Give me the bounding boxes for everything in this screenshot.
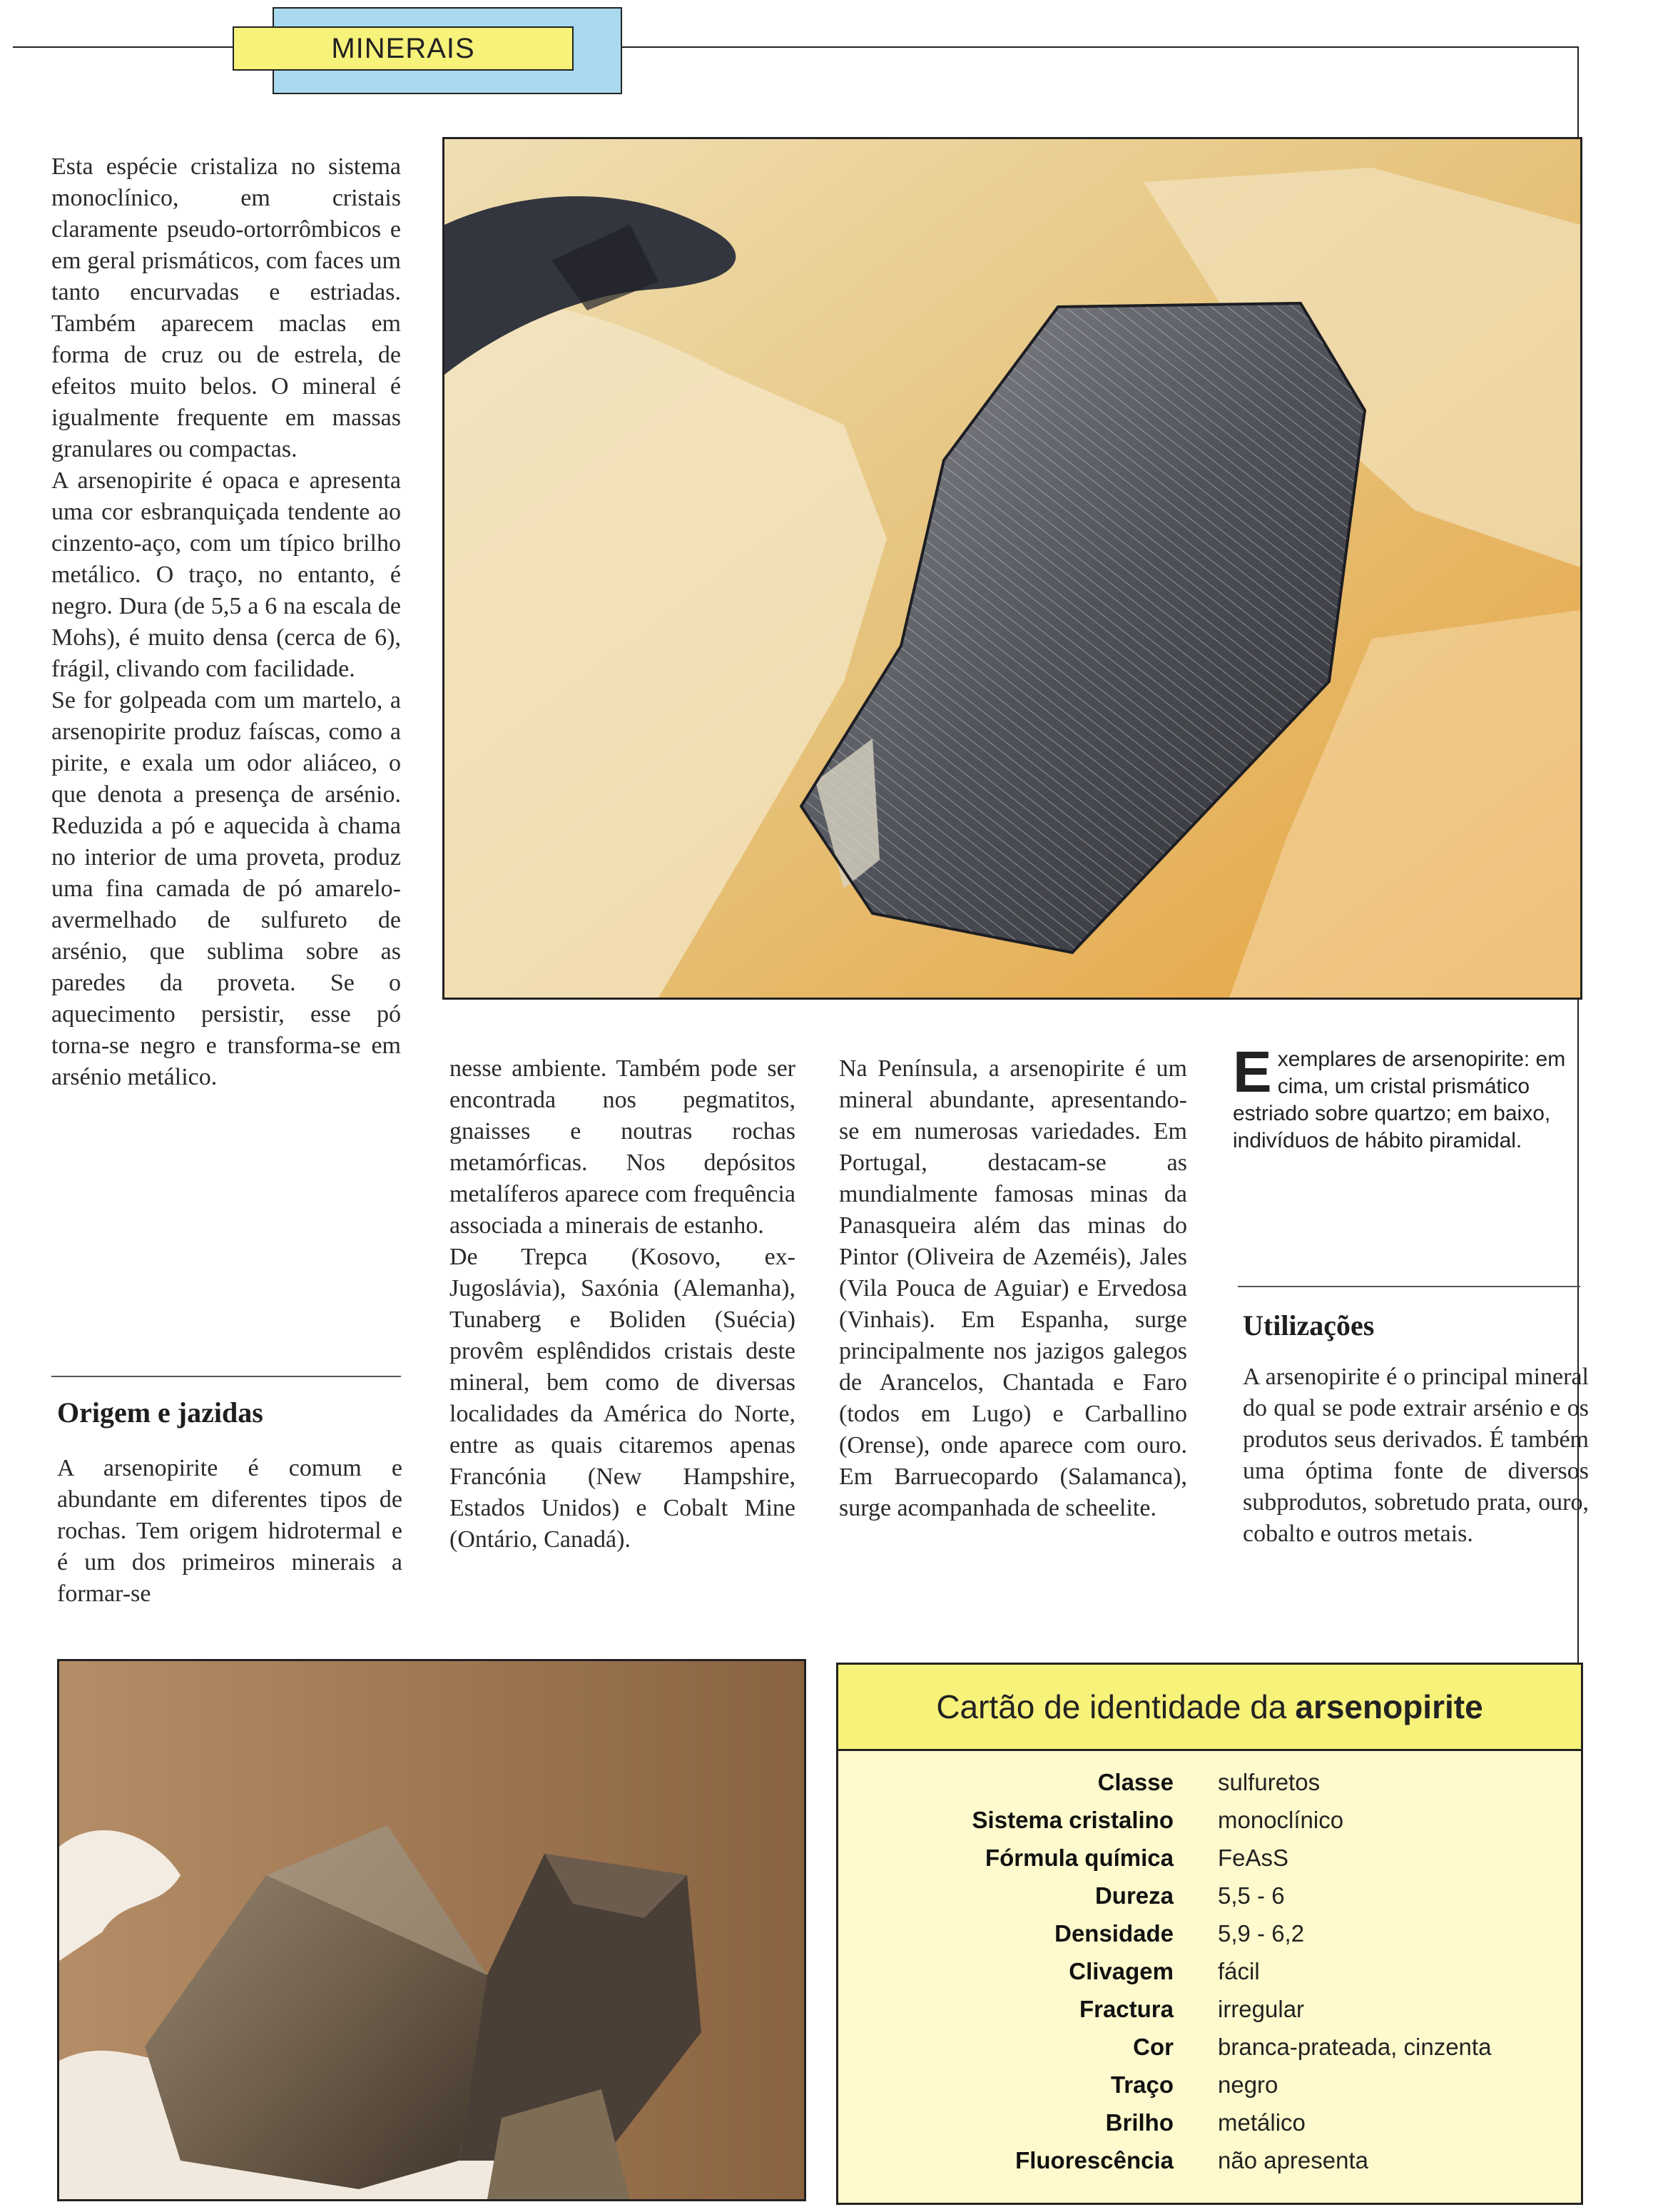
card-row-value: não apresenta [1218,2146,1369,2173]
body-column-1 [51,151,401,1093]
card-row-value: sulfuretos [1218,1768,1321,1795]
card-row-value: 5,9 - 6,2 [1218,1919,1305,1947]
card-row-traco [838,2066,1581,2104]
card-row-value: FeAsS [1218,1844,1289,1871]
photo-pyramidal-crystals [57,1659,806,2201]
paragraph: De Trepca (Kosovo, ex-Jugoslávia), Saxónia (Alemanha), Tunaberg e Boliden (Suécia) provêm esplêndidos cristais deste mineral, bem como de diversas localidades da América do Norte, entre as quais citaremos apenas Francónia (New Hampshire, Estados Unidos) e Cobalt Mine (Ontário, Canadá). [449,1244,795,1553]
caption-text: xemplares de arsenopirite: em cima, um cristal prismático estriado sobre quartzo; em baixo, indivíduos de hábito piramidal. [1233,1047,1566,1152]
photo-prismatic-crystal [442,137,1582,1000]
card-row-label: Fluorescência [1015,2146,1174,2173]
card-row-value: metálico [1218,2109,1306,2136]
card-row-clivagem [838,1952,1581,1990]
card-row-value: monoclínico [1218,1806,1344,1833]
card-row-fractura [838,1990,1581,2028]
card-row-label: Fórmula química [985,1844,1174,1871]
body-column-2 [449,1053,795,1556]
paragraph: A arsenopirite é opaca e apresenta uma cor esbranquiçada tendente ao cinzento-aço, com um típico brilho metálico. O traço, no entanto, é negro. Dura (de 5,5 a 6 na escala de Mohs), é muito densa (cerca de 6), frágil, clivando com facilidade. [51,467,401,682]
uses-paragraph: A arsenopirite é o principal mineral do qual se pode extrair arsénio e os produtos seus derivados. É também uma óptima fonte de diversos subprodutos, sobretudo prata, ouro, cobalto e outros metais. [1243,1364,1589,1547]
header-rule-right [619,46,1579,48]
identity-card-title-prefix: Cartão de identidade da [936,1688,1287,1725]
card-row-value: negro [1218,2071,1278,2098]
pyramidal-crystals-image [59,1661,804,2199]
origin-paragraph: A arsenopirite é comum e abundante em diferentes tipos de rochas. Tem origem hidrotermal e é um dos primeiros minerais a formar-se [57,1455,402,1607]
photo-caption [1233,1040,1572,1155]
card-row-label: Cor [1133,2033,1174,2060]
card-row-label: Densidade [1054,1919,1174,1947]
card-row-label: Dureza [1094,1882,1174,1909]
card-row-label: Sistema cristalino [972,1806,1174,1833]
card-row-cor [838,2028,1581,2066]
section-tag: MINERAIS [233,26,574,71]
card-row-label: Classe [1097,1768,1174,1795]
card-row-label: Brilho [1105,2109,1174,2136]
card-row-brilho [838,2104,1581,2141]
card-row-value: irregular [1218,1995,1305,2022]
paragraph: Se for golpeada com um martelo, a arsenopirite produz faíscas, como a pirite, e exala um odor aliáceo, o que denota a presença de arsénio. Reduzida a pó e aquecida à chama no interior de uma proveta, produz uma fina camada de pó amarelo-avermelhado de sulfureto de arsénio, que sublima sobre as paredes da proveta. Se o aquecimento persistir, esse pó torna-se negro e transforma-se em arsénio metálico. [51,687,401,1090]
card-row-classe [838,1763,1581,1801]
crystal-on-quartz-image [444,139,1580,998]
card-row-fluorescencia [838,2141,1581,2179]
card-row-dureza [838,1877,1581,1914]
identity-card-rows [838,1763,1581,2179]
heading-origem: Origem e jazidas [57,1396,263,1429]
card-row-formula [838,1839,1581,1877]
section-divider [1238,1286,1580,1287]
paragraph: nesse ambiente. Também pode ser encontrada nos pegmatitos, gnaisses e noutras rochas metamórficas. Nos depósitos metalíferos aparece com frequência associada a minerais de estanho. [449,1055,795,1239]
paragraph: Esta espécie cristaliza no sistema monoclínico, em cristais claramente pseudo-ortorrômbicos e em geral prismáticos, com faces um tanto encurvadas e estriadas. Também aparecem maclas em forma de cruz ou de estrela, de efeitos muito belos. O mineral é igualmente frequente em massas granulares ou compactas. [51,153,401,462]
identity-card-title-mineral: arsenopirite [1295,1688,1483,1725]
card-row-label: Clivagem [1069,1957,1174,1984]
card-row-value: branca-prateada, cinzenta [1218,2033,1492,2060]
card-row-label: Traço [1110,2071,1174,2098]
card-row-sistema [838,1801,1581,1839]
card-row-value: 5,5 - 6 [1218,1882,1285,1909]
identity-card-title [838,1665,1581,1751]
heading-utilizacoes: Utilizações [1243,1309,1375,1341]
paragraph: Na Península, a arsenopirite é um mineral abundante, apresentando-se em numerosas variedades. Em Portugal, destacam-se as mundialmente famosas minas da Panasqueira além das minas do Pintor (Oliveira de Azeméis), Jales (Vila Pouca de Aguiar) e Ervedosa (Vinhais). Em Espanha, surge principalmente nos jazigos galegos de Arancelos, Chantada e Faro (todos em Lugo) e Carballino (Orense), onde aparece com ouro. Em Barruecopardo (Salamanca), surge acompanhada de scheelite. [839,1055,1187,1521]
section-divider [51,1376,401,1377]
identity-card [836,1663,1583,2205]
caption-dropcap: E [1233,1040,1272,1105]
body-column-3 [839,1053,1187,1524]
card-row-value: fácil [1218,1957,1260,1984]
card-row-densidade [838,1914,1581,1952]
card-row-label: Fractura [1079,1995,1174,2022]
